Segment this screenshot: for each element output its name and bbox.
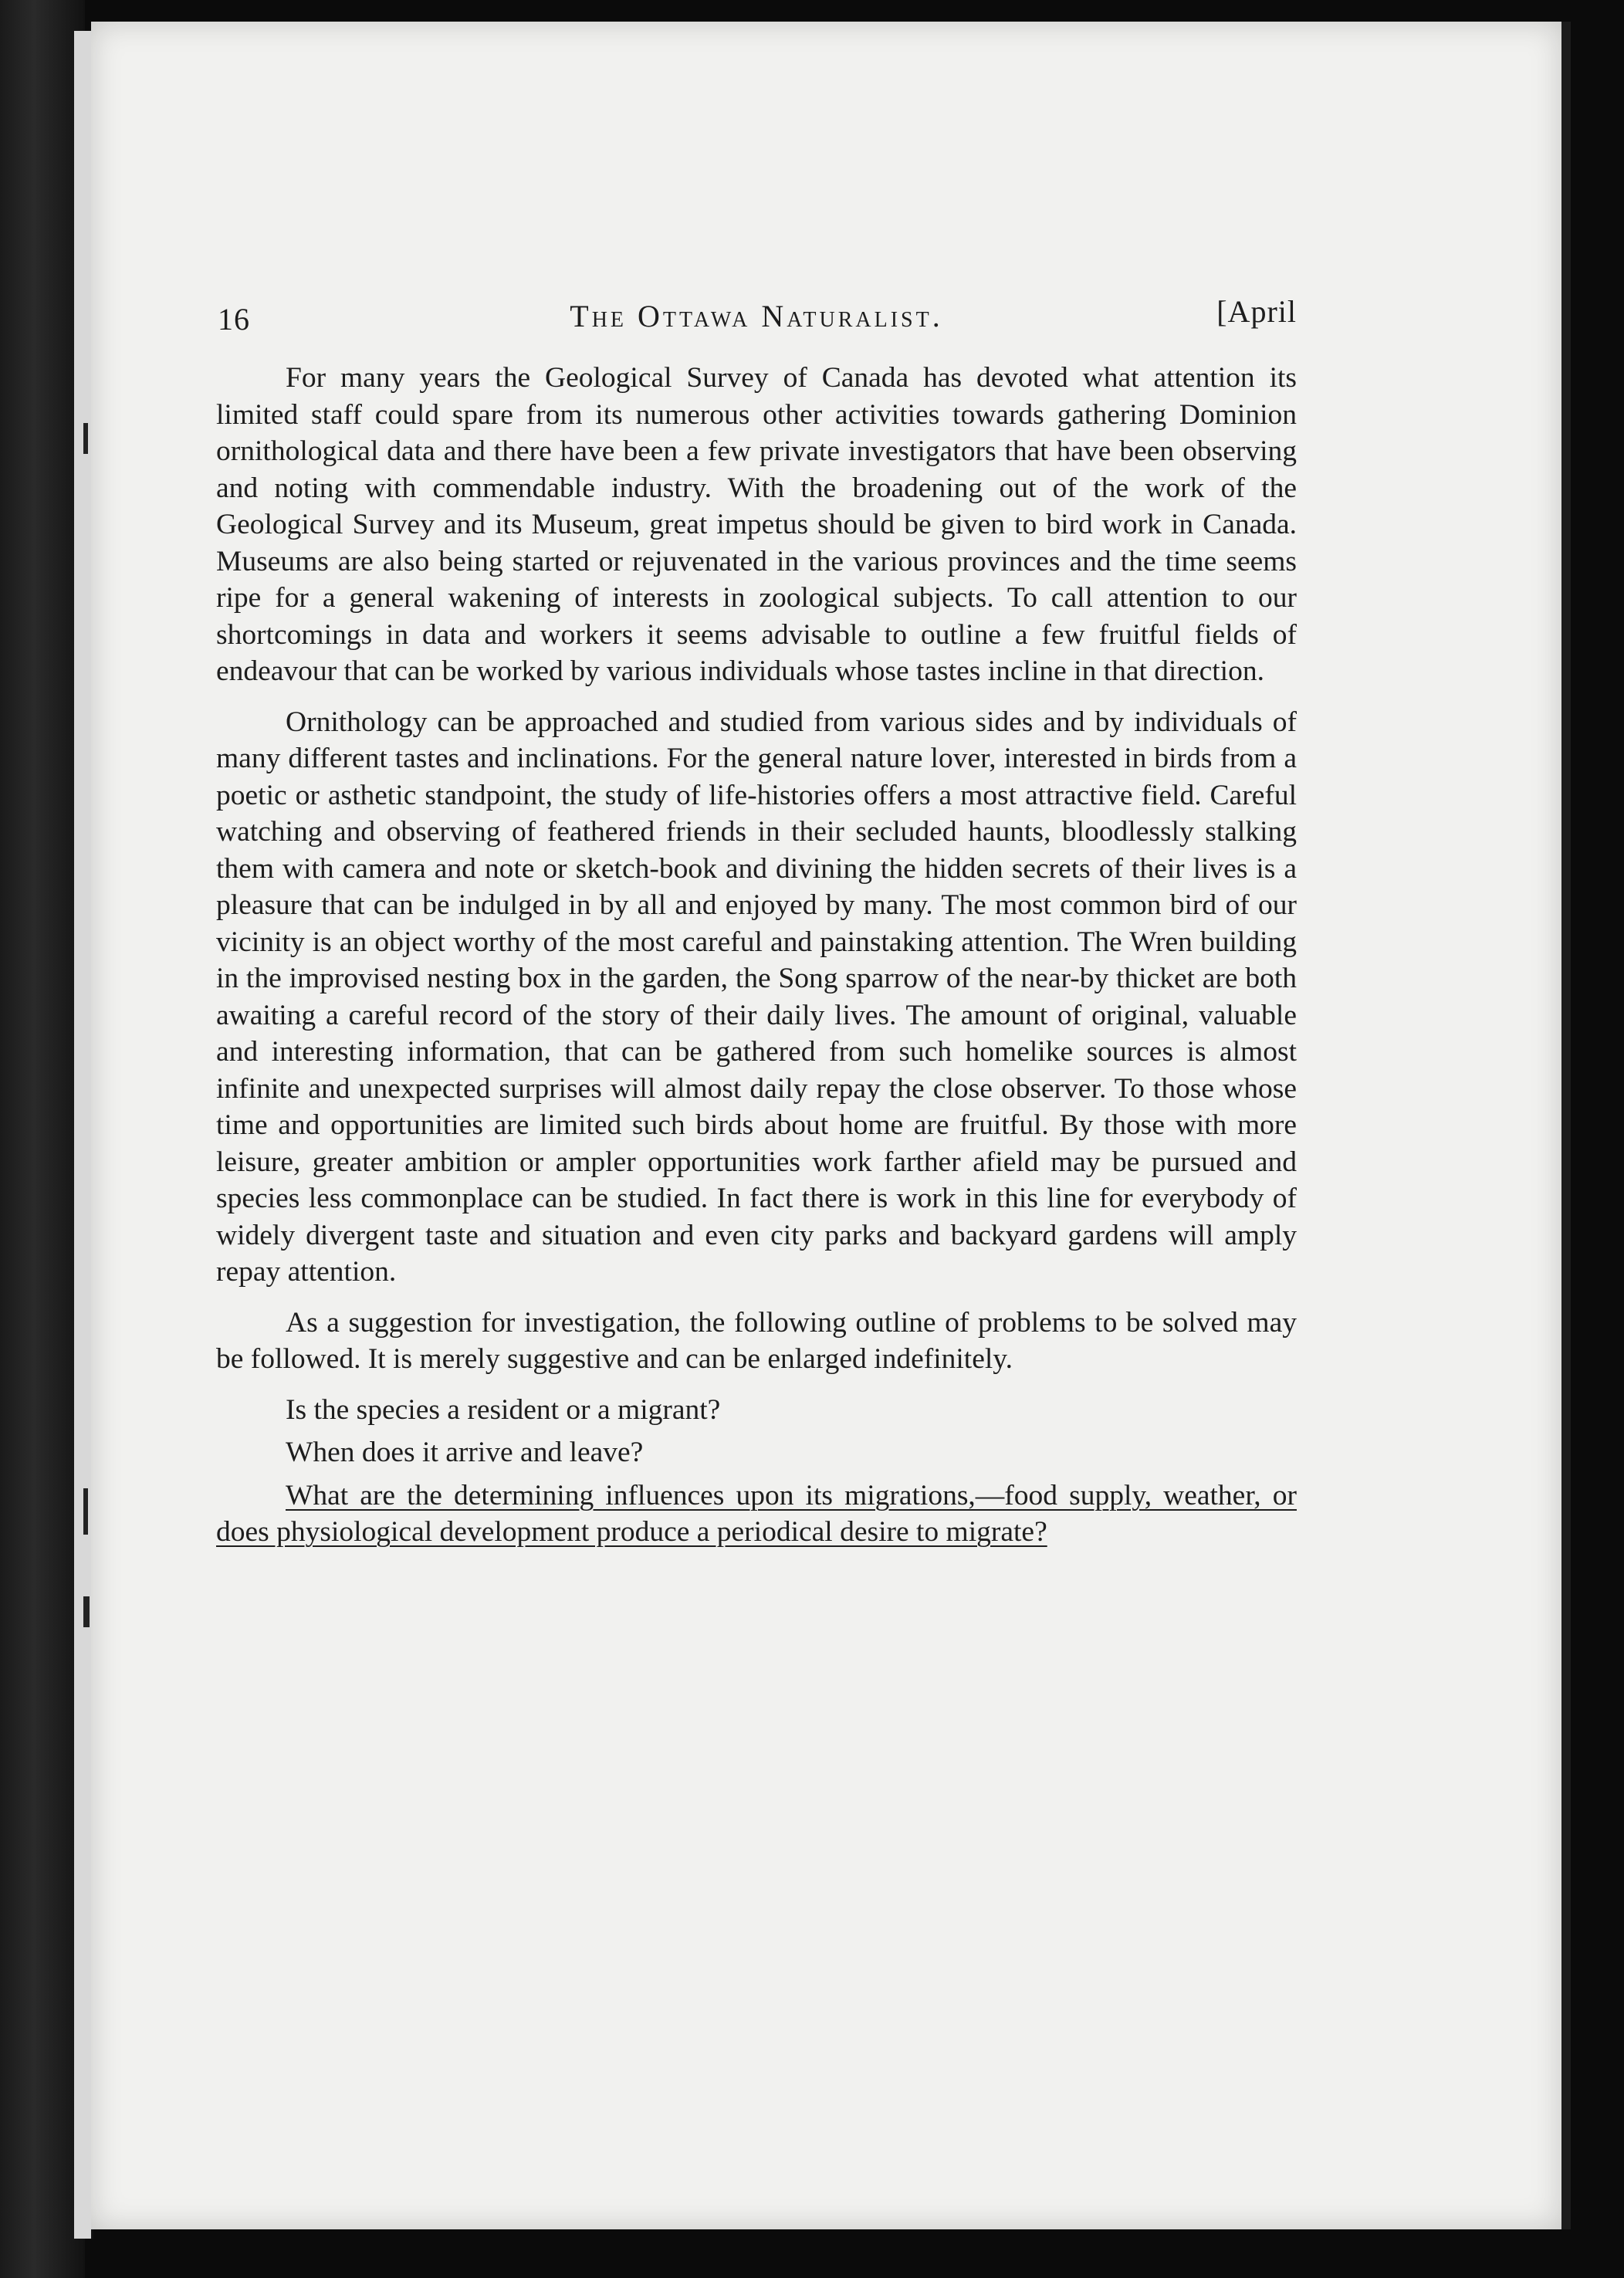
scan-background-left xyxy=(0,0,85,2278)
binding-mark xyxy=(83,1596,90,1627)
paragraph-ornithology-approaches: Ornithology can be approached and studied from various sides and by individuals of many different tastes and inclinations. For the general nature lover, interested in birds from a poetic or asthetic standpoint, the study of life-histories offers a most attractive field. Careful watching and observing of feathered friends in their secluded haunts, bloodlessly stalking them with camera and note or sketch-book and divining the hidden secrets of their lives is a pleasure that can be indulged in by all and enjoyed by many. The most common bird of our vicinity is an object worthy of the most careful and painstaking attention. The Wren building in the improvised nesting box in the garden, the Song sparrow of the near-by thicket are both awaiting a careful record of the story of their daily lives. The amount of original, valuable and interesting information, that can be gathered from such homelike sources is almost infinite and unexpected surprises will almost daily repay the close observer. To those whose time and opportunities are limited such birds about home are fruitful. By those with more leisure, greater ambition or ampler opportunities work farther afield may be pursued and species less commonplace can be studied. In fact there is work in this line for everybody of widely divergent taste and situation and even city parks and backyard gardens will amply repay attention. xyxy=(216,706,1297,1288)
page-text-block xyxy=(216,293,1297,1557)
question-resident-or-migrant: Is the species a resident or a migrant? xyxy=(286,1393,721,1426)
paragraph-investigation-outline: As a suggestion for investigation, the following outline of problems to be solved may be followed. It is merely suggestive and can be enlarged indefinitely. xyxy=(216,1306,1297,1375)
binding-mark xyxy=(83,1488,88,1535)
paragraph-survey-history: For many years the Geological Survey of Canada has devoted what attention its limited staff could spare from its numerous other activities towards gathering Dominion ornithological data and there have been a few private investigators that have been observing and noting with commendable industry. With the broadening out of the work of the Geological Survey and its Museum, great impetus should be given to bird work in Canada. Museums are also being started or rejuvenated in the various provinces and the time seems ripe for a general wakening of interests in zoological subjects. To call attention to our shortcomings in data and workers it seems advisable to outline a few fruitful fields of endeavour that can be worked by various individuals whose tastes incline in that direction. xyxy=(216,362,1297,687)
question-migration-influences: What are the determining influences upon its migrations,—food supply, weather, or does physiological development produce a periodical desire to migrate? xyxy=(216,1479,1297,1548)
binding-mark xyxy=(83,423,88,454)
issue-month: [April xyxy=(1216,294,1297,329)
page-right-shadow xyxy=(1561,22,1571,2229)
page-number: 16 xyxy=(218,302,250,337)
question-arrival-departure: When does it arrive and leave? xyxy=(286,1437,644,1468)
running-head xyxy=(216,293,1297,340)
journal-title: The Ottawa Naturalist. xyxy=(570,299,943,333)
